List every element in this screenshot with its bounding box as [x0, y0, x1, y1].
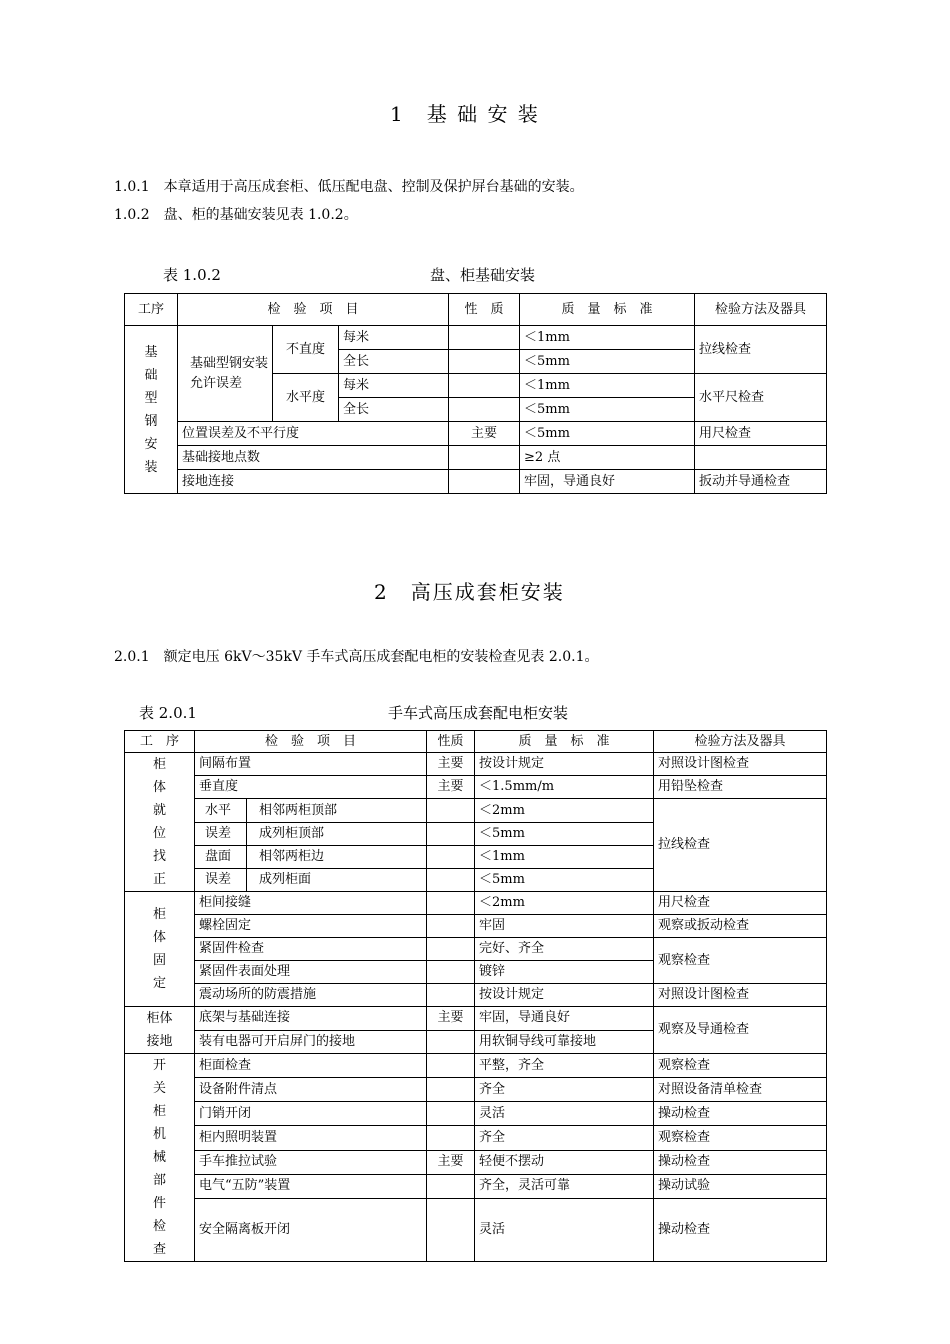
table-row	[125, 1174, 827, 1198]
standard-cell: 镀锌	[475, 961, 654, 984]
header-item: 检 验 项 目	[178, 294, 449, 326]
nature-cell	[449, 470, 520, 494]
full-length-cell: 全长	[339, 350, 449, 374]
table-row	[125, 938, 827, 961]
item-cell: 装有电器可开启屏门的接地	[195, 1030, 427, 1054]
standard-cell: 灵活	[475, 1102, 654, 1126]
item-cell: 柜面检查	[195, 1054, 427, 1078]
table-row	[125, 326, 827, 350]
method-cell: 操动检查	[654, 1150, 827, 1174]
nature-cell	[427, 1174, 475, 1198]
method-cell: 水平尺检查	[695, 374, 827, 422]
nature-cell	[449, 350, 520, 374]
table-row	[125, 1150, 827, 1174]
item-cell: 成列柜面	[247, 869, 427, 892]
method-cell: 扳动并导通检查	[695, 470, 827, 494]
section-2-title: 2 高压成套柜安装	[374, 580, 565, 604]
nature-cell	[427, 892, 475, 915]
nature-cell	[427, 915, 475, 938]
standard-cell: ≥2 点	[520, 446, 695, 470]
paragraph-1-0-2: 1.0.2 盘、柜的基础安装见表 1.0.2。	[114, 207, 358, 223]
item-cell: 底架与基础连接	[195, 1007, 427, 1031]
table-row	[125, 915, 827, 938]
item-cell: 柜间接缝	[195, 892, 427, 915]
standard-cell: 牢固，导通良好	[520, 470, 695, 494]
standard-cell: ＜2mm	[475, 892, 654, 915]
standard-cell: ＜5mm	[475, 869, 654, 892]
table-2-0-1	[124, 730, 827, 1262]
error-label: 误差	[195, 869, 247, 892]
nature-cell	[427, 1198, 475, 1261]
sub-label-levelness: 水平度	[273, 374, 339, 422]
nature-cell	[427, 1030, 475, 1054]
standard-cell: ＜1mm	[475, 846, 654, 869]
header-process: 工序	[125, 294, 178, 326]
item-cell: 柜内照明装置	[195, 1126, 427, 1150]
standard-cell: ＜2mm	[475, 799, 654, 823]
method-cell	[695, 446, 827, 470]
nature-cell	[427, 823, 475, 846]
table-row	[125, 446, 827, 470]
table-row	[125, 1102, 827, 1126]
header-nature: 性质	[427, 731, 475, 753]
method-cell: 用尺检查	[654, 892, 827, 915]
item-cell: 间隔布置	[195, 753, 427, 776]
standard-cell: 完好、齐全	[475, 938, 654, 961]
item-cell: 相邻两柜边	[247, 846, 427, 869]
table-1-0-2	[124, 293, 827, 494]
per-meter-cell: 每米	[339, 374, 449, 398]
item-cell: 接地连接	[178, 470, 449, 494]
item-cell: 安全隔离板开闭	[195, 1198, 427, 1261]
item-cell: 震动场所的防震措施	[195, 984, 427, 1007]
header-standard: 质 量 标 准	[520, 294, 695, 326]
method-cell: 操动检查	[654, 1102, 827, 1126]
standard-cell: 按设计规定	[475, 984, 654, 1007]
nature-cell	[449, 374, 520, 398]
method-cell: 对照设备清单检查	[654, 1078, 827, 1102]
table-row	[125, 422, 827, 446]
method-cell: 对照设计图检查	[654, 984, 827, 1007]
header-nature: 性 质	[449, 294, 520, 326]
method-cell: 对照设计图检查	[654, 753, 827, 776]
item-cell: 成列柜顶部	[247, 823, 427, 846]
standard-cell: 按设计规定	[475, 753, 654, 776]
table-header-row	[125, 294, 827, 326]
nature-cell	[427, 1102, 475, 1126]
nature-cell	[449, 398, 520, 422]
method-cell: 观察检查	[654, 938, 827, 984]
item-cell: 紧固件检查	[195, 938, 427, 961]
table-row	[125, 1198, 827, 1261]
item-cell: 紧固件表面处理	[195, 961, 427, 984]
table-row	[125, 470, 827, 494]
table-1-caption: 盘、柜基础安装	[430, 266, 536, 284]
table-row	[125, 1054, 827, 1078]
error-label: 误差	[195, 823, 247, 846]
table-row	[125, 984, 827, 1007]
nature-cell	[427, 799, 475, 823]
process-cell: 开 关 柜 机 械 部 件 检 查	[125, 1054, 195, 1262]
table-header-row	[125, 731, 827, 753]
standard-cell: ＜1mm	[520, 374, 695, 398]
standard-cell: ＜5mm	[520, 350, 695, 374]
standard-cell: 齐全	[475, 1078, 654, 1102]
full-length-cell: 全长	[339, 398, 449, 422]
header-standard: 质 量 标 准	[475, 731, 654, 753]
method-cell: 用铅坠检查	[654, 776, 827, 799]
method-cell: 操动试验	[654, 1174, 827, 1198]
section-1-title: 1 基 础 安 装	[390, 102, 540, 126]
item-cell: 门销开闭	[195, 1102, 427, 1126]
table-row	[125, 753, 827, 776]
method-cell: 观察或扳动检查	[654, 915, 827, 938]
method-cell: 拉线检查	[695, 326, 827, 374]
method-cell: 拉线检查	[654, 799, 827, 892]
nature-cell: 主要	[427, 1007, 475, 1031]
standard-cell: 轻便不摆动	[475, 1150, 654, 1174]
table-row	[125, 1126, 827, 1150]
paragraph-1-0-1: 1.0.1 本章适用于高压成套柜、低压配电盘、控制及保护屏台基础的安装。	[114, 179, 584, 195]
method-cell: 用尺检查	[695, 422, 827, 446]
nature-cell: 主要	[427, 776, 475, 799]
sub-label-straightness: 不直度	[273, 326, 339, 374]
table-2-number: 表 2.0.1	[139, 704, 197, 722]
method-cell: 操动检查	[654, 1198, 827, 1261]
nature-cell	[427, 961, 475, 984]
standard-cell: ＜1mm	[520, 326, 695, 350]
group-label: 基础型钢安装允许误差	[178, 326, 273, 422]
nature-cell	[427, 1126, 475, 1150]
nature-cell: 主要	[449, 422, 520, 446]
header-process: 工 序	[125, 731, 195, 753]
table-row	[125, 1007, 827, 1031]
standard-cell: 灵活	[475, 1198, 654, 1261]
method-cell: 观察检查	[654, 1126, 827, 1150]
face-label: 盘面	[195, 846, 247, 869]
nature-cell	[427, 1078, 475, 1102]
nature-cell	[427, 1054, 475, 1078]
standard-cell: 牢固，导通良好	[475, 1007, 654, 1031]
item-cell: 垂直度	[195, 776, 427, 799]
per-meter-cell: 每米	[339, 326, 449, 350]
table-row	[125, 892, 827, 915]
standard-cell: ＜5mm	[520, 422, 695, 446]
standard-cell: ＜5mm	[520, 398, 695, 422]
nature-cell: 主要	[427, 753, 475, 776]
method-cell: 观察检查	[654, 1054, 827, 1078]
standard-cell: ＜1.5mm/m	[475, 776, 654, 799]
nature-cell	[427, 984, 475, 1007]
header-item: 检 验 项 目	[195, 731, 427, 753]
nature-cell	[427, 938, 475, 961]
standard-cell: 平整，齐全	[475, 1054, 654, 1078]
standard-cell: 用软铜导线可靠接地	[475, 1030, 654, 1054]
nature-cell	[449, 446, 520, 470]
item-cell: 设备附件清点	[195, 1078, 427, 1102]
nature-cell	[427, 869, 475, 892]
standard-cell: 牢固	[475, 915, 654, 938]
water-label: 水平	[195, 799, 247, 823]
table-row	[125, 1078, 827, 1102]
header-method: 检验方法及器具	[695, 294, 827, 326]
nature-cell	[427, 846, 475, 869]
standard-cell: ＜5mm	[475, 823, 654, 846]
header-method: 检验方法及器具	[654, 731, 827, 753]
nature-cell: 主要	[427, 1150, 475, 1174]
table-row	[125, 799, 827, 823]
nature-cell	[449, 326, 520, 350]
item-cell: 螺栓固定	[195, 915, 427, 938]
process-cell: 柜体 接地	[125, 1007, 195, 1054]
item-cell: 电气“五防”装置	[195, 1174, 427, 1198]
process-cell: 基 础 型 钢 安 装	[125, 326, 178, 494]
table-row	[125, 776, 827, 799]
standard-cell: 齐全	[475, 1126, 654, 1150]
item-cell: 手车推拉试验	[195, 1150, 427, 1174]
item-cell: 相邻两柜顶部	[247, 799, 427, 823]
table-1-number: 表 1.0.2	[163, 266, 221, 284]
item-cell: 位置误差及不平行度	[178, 422, 449, 446]
paragraph-2-0-1: 2.0.1 额定电压 6kV～35kV 手车式高压成套配电柜的安装检查见表 2.0.1。	[114, 649, 599, 665]
standard-cell: 齐全，灵活可靠	[475, 1174, 654, 1198]
table-2-caption: 手车式高压成套配电柜安装	[388, 704, 569, 722]
process-cell: 柜 体 就 位 找 正	[125, 753, 195, 892]
item-cell: 基础接地点数	[178, 446, 449, 470]
method-cell: 观察及导通检查	[654, 1007, 827, 1054]
process-cell: 柜 体 固 定	[125, 892, 195, 1007]
